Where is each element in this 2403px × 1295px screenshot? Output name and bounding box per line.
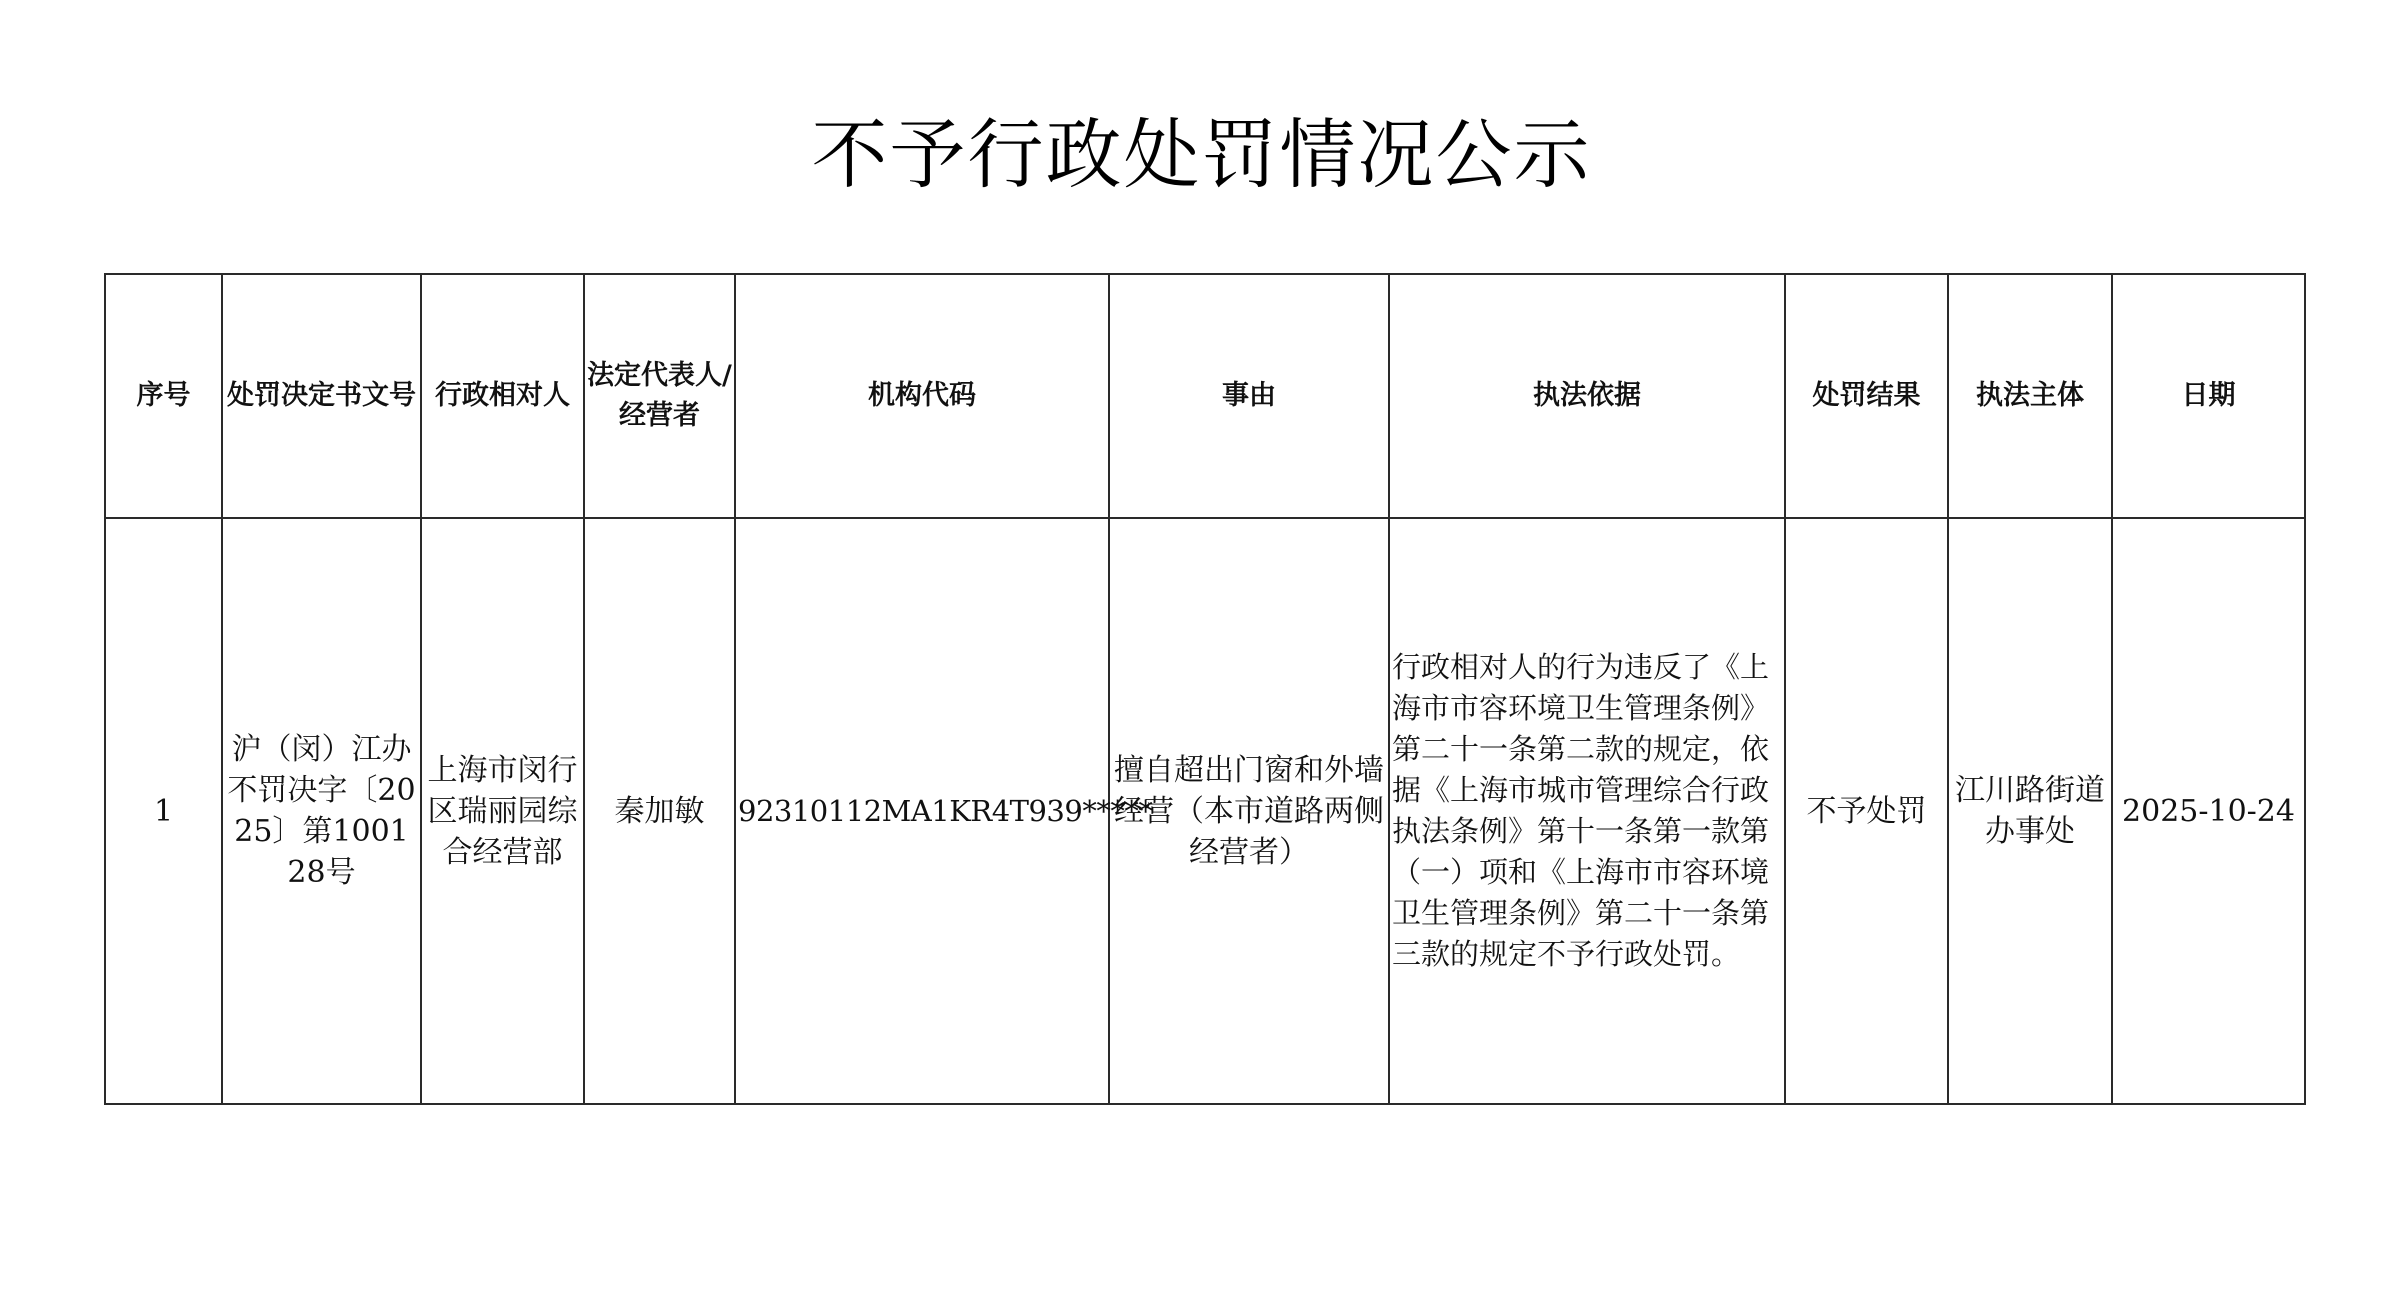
cell-date: 2025-10-24 [2112, 518, 2305, 1104]
cell-party: 上海市闵行区瑞丽园综合经营部 [421, 518, 584, 1104]
header-basis: 执法依据 [1389, 274, 1785, 518]
cell-authority: 江川路街道办事处 [1948, 518, 2112, 1104]
header-reason: 事由 [1109, 274, 1389, 518]
header-seq: 序号 [105, 274, 222, 518]
page-title: 不予行政处罚情况公示 [811, 110, 1592, 199]
table-header-row [105, 274, 2305, 518]
cell-org-code: 92310112MA1KR4T939***** [735, 518, 1109, 1104]
header-decision-no: 处罚决定书文号 [222, 274, 421, 518]
header-date: 日期 [2112, 274, 2305, 518]
cell-legal-rep: 秦加敏 [584, 518, 735, 1104]
cell-decision-no: 沪（闵）江办不罚决字〔2025〕第100128号 [222, 518, 421, 1104]
header-org-code: 机构代码 [735, 274, 1109, 518]
penalty-notice-table [104, 273, 2306, 1105]
cell-seq: 1 [105, 518, 222, 1104]
table-row [105, 518, 2305, 1104]
cell-reason: 擅自超出门窗和外墙经营（本市道路两侧经营者） [1109, 518, 1389, 1104]
header-result: 处罚结果 [1785, 274, 1948, 518]
cell-result: 不予处罚 [1785, 518, 1948, 1104]
header-authority: 执法主体 [1948, 274, 2112, 518]
cell-basis: 行政相对人的行为违反了《上海市市容环境卫生管理条例》第二十一条第二款的规定，依据《上海市城市管理综合行政执法条例》第十一条第一款第（一）项和《上海市市容环境卫生管理条例》第二十一条第三款的规定不予行政处罚。 [1389, 518, 1785, 1104]
header-legal-rep: 法定代表人/经营者 [584, 274, 735, 518]
header-party: 行政相对人 [421, 274, 584, 518]
